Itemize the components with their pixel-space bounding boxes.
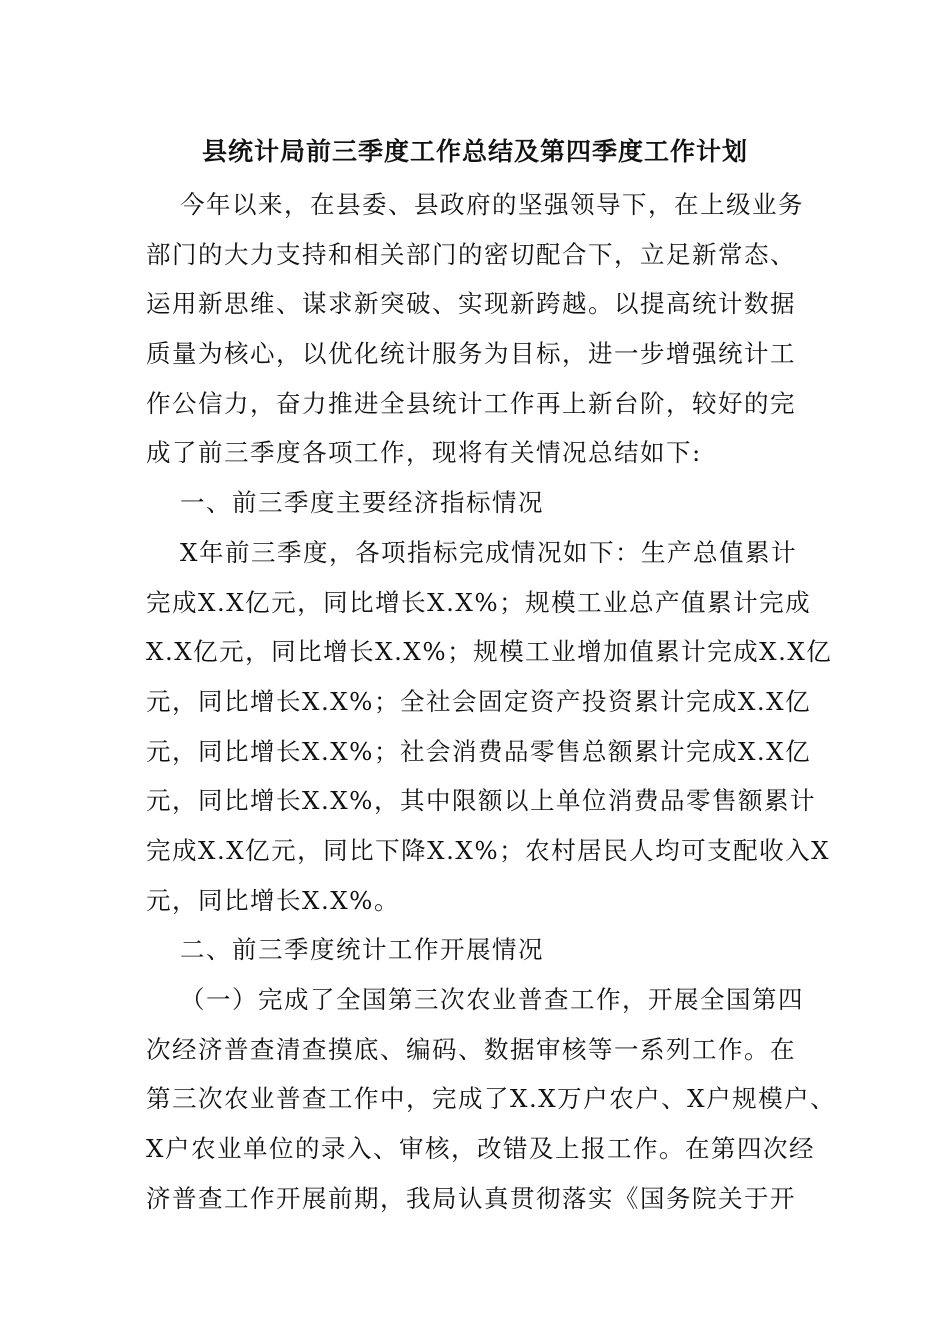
- paragraph-line: （一）完成了全国第三次农业普查工作，开展全国第四: [180, 985, 804, 1014]
- paragraph-line: 质量为核心，以优化统计服务为目标，进一步增强统计工: [146, 339, 796, 369]
- paragraph-line: 完成X.X亿元，同比下降X.X%；农村居民人均可支配收入X: [146, 835, 831, 865]
- paragraph-line: 成了前三季度各项工作，现将有关情况总结如下:: [146, 438, 702, 468]
- paragraph-line: 济普查工作开展前期，我局认真贯彻落实《国务院关于开: [146, 1183, 796, 1213]
- paragraph-line: 完成X.X亿元，同比增长X.X%；规模工业总产值累计完成: [146, 587, 812, 617]
- paragraph-line: 部门的大力支持和相关部门的密切配合下，立足新常态、: [146, 239, 796, 269]
- document-body: [146, 180, 837, 1223]
- paragraph-line: 元，同比增长X.X%。: [146, 885, 400, 915]
- paragraph-line: 元，同比增长X.X%；全社会固定资产投资累计完成X.X亿: [146, 686, 812, 716]
- paragraph-line: 今年以来，在县委、县政府的坚强领导下，在上级业务: [180, 190, 804, 219]
- paragraph-line: 元，同比增长X.X%；社会消费品零售总额累计完成X.X亿: [146, 736, 812, 766]
- paragraph-line: X年前三季度，各项指标完成情况如下：生产总值累计: [180, 537, 797, 567]
- paragraph-line: 第三次农业普查工作中，完成了X.X万户农户、X户规模户、: [146, 1084, 837, 1114]
- paragraph-line: 次经济普查清查摸底、编码、数据审核等一系列工作。在: [146, 1034, 796, 1064]
- section-heading: 二、前三季度统计工作开展情况: [180, 935, 544, 965]
- paragraph-line: 作公信力，奋力推进全县统计工作再上新台阶，较好的完: [146, 388, 796, 418]
- paragraph-line: X户农业单位的录入、审核，改错及上报工作。在第四次经: [146, 1134, 815, 1164]
- paragraph-line: 运用新思维、谋求新突破、实现新跨越。以提高统计数据: [146, 289, 796, 319]
- paragraph-line: 元，同比增长X.X%，其中限额以上单位消费品零售额累计: [146, 786, 816, 816]
- paragraph-line: X.X亿元，同比增长X.X%；规模工业增加值累计完成X.X亿: [146, 637, 833, 667]
- document-title: 县统计局前三季度工作总结及第四季度工作计划: [201, 137, 748, 166]
- section-heading: 一、前三季度主要经济指标情况: [180, 488, 544, 518]
